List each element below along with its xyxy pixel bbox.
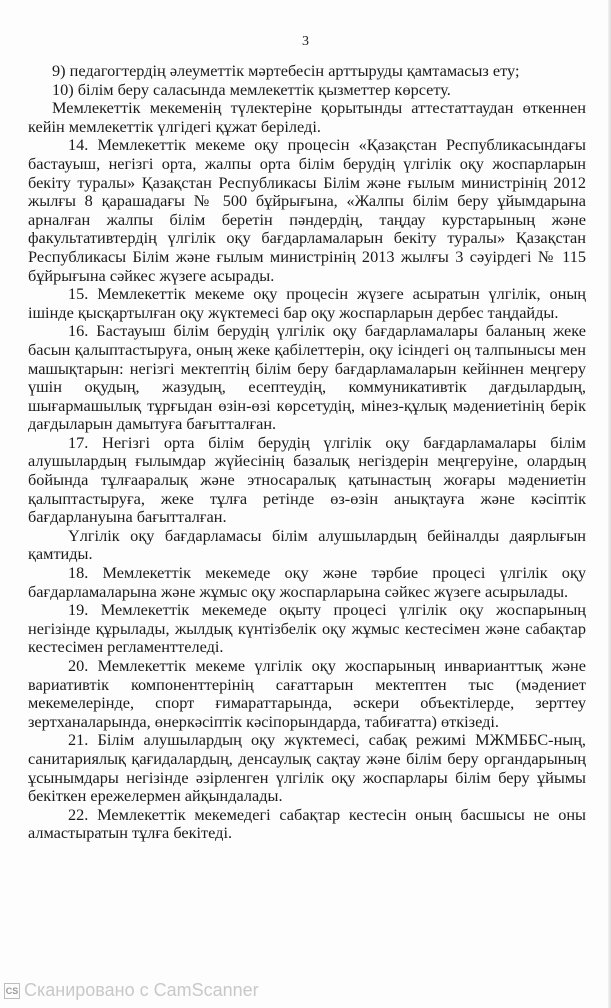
camscanner-logo-icon: CS [4, 983, 20, 999]
paragraph-15: 15. Мемлекеттік мекеме оқу процесін жүзеге асыратын үлгілік, оның ішінде қысқартылған оқу жүктемесі бар оқу жоспарларын дербес таңдайды. [28, 284, 586, 322]
paragraph-20: 20. Мемлекеттік мекеме үлгілік оқу жоспарының инварианттық және вариативтік компоненттерінің сағаттарын мектептен тыс (мәдениет мекемелерінде, спорт ғимараттарында, әскери объектілерде, зерттеу зертханаларында, өнеркәсіптік кәсіпорындарда, табиғатта) өткізеді. [28, 656, 586, 731]
paragraph-18: 18. Мемлекеттік мекемеде оқу және тәрбие процесі үлгілік оқу бағдарламаларына және жұмыс оқу жоспарларына сәйкес жүзеге асырылады. [28, 563, 586, 601]
paragraph-21: 21. Білім алушылардың оқу жүктемесі, сабақ режимі МЖМББС-ның, санитариялық қағидалардың, денсаулық сақтау және білім беру органдарының ұсынымдары негізінде әзірленген үлгілік оқу жоспарлары білім беру ұйымы бекіткен ережелермен айқындалады. [28, 730, 586, 806]
paragraph-graduates-document: Мемлекеттік мекеменің түлектеріне қорытынды аттестаттаудан өткеннен кейін мемлекеттік үлгідегі құжат беріледі. [28, 98, 586, 136]
paragraph-14: 14. Мемлекеттік мекеме оқу процесін «Қазақстан Республикасындағы бастауыш, негізгі орта, жалпы орта білім берудің үлгілік оқу жоспарларын бекіту туралы» Қазақстан Республикасы Білім және ғылым министрінің 2012 жылғы 8 қарашадағы № 500 бұйрығына, «Жалпы білім беру ұйымдарына арналған жалпы білім беретін пәндердің, таңдау курстарының және факультативтердің үлгілік оқу бағдарламаларын бекіту туралы» Қазақстан Республикасы Білім және ғылым министрінің 2013 жылғы 3 сәуірдегі № 115 бұйрығына сәйкес жүзеге асырады. [28, 135, 586, 285]
page-number: 3 [302, 34, 309, 49]
paragraph-item-10: 10) білім беру саласында мемлекеттік қызметтер көрсету. [52, 79, 451, 99]
paragraph-16: 16. Бастауыш білім берудің үлгілік оқу бағдарламалары баланың жеке басын қалыптастыруға, оның жеке қабілеттерін, оқу ісіндегі оң талпынысы мен машықтарын: негізгі мектептің білім беру бағдарламаларын кейіннен меңгеру үшін оқудың, жазудың, есептеудің, коммуникативтік дағдылардың, шығармашылық тұрғыдан өзін-өзі көрсетудің, мінез-құлық мәдениетінің берік дағдыларын дамытуға бағытталған. [28, 321, 586, 434]
paragraph-17: 17. Негізгі орта білім берудің үлгілік оқу бағдарламалары білім алушылардың ғылымдар жүйесінің базалық негіздерін меңгеруіне, олардың бойында тұлғааралық және этносаралық қатынастың жоғары мәдениетін қалыптастыруға, жеке тұлға ретінде өз-өзін анықтауға және кәсіптік бағдарлануына бағытталған. [28, 432, 586, 527]
paragraph-item-9: 9) педагогтердің әлеуметтік мәртебесін арттыруды қамтамасыз ету; [52, 61, 520, 80]
paragraph-19: 19. Мемлекеттік мекемеде оқыту процесі үлгілік оқу жоспарының негізінде құрылады, жылдық күнтізбелік оқу жұмыс кестесімен және сабақтар кестесімен регламенттеледі. [28, 600, 586, 657]
paragraph-22: 22. Мемлекеттік мекемедегі сабақтар кестесін оның басшысы не оны алмастыратын тұлға бекітеді. [28, 804, 586, 843]
watermark-text: Сканировано с CamScanner [24, 980, 259, 1000]
paragraph-model-program: Үлгілік оқу бағдарламасы білім алушылардың бейіналды даярлығын қамтиды. [28, 525, 586, 564]
scanner-watermark [4, 980, 259, 1001]
document-body [28, 62, 586, 843]
